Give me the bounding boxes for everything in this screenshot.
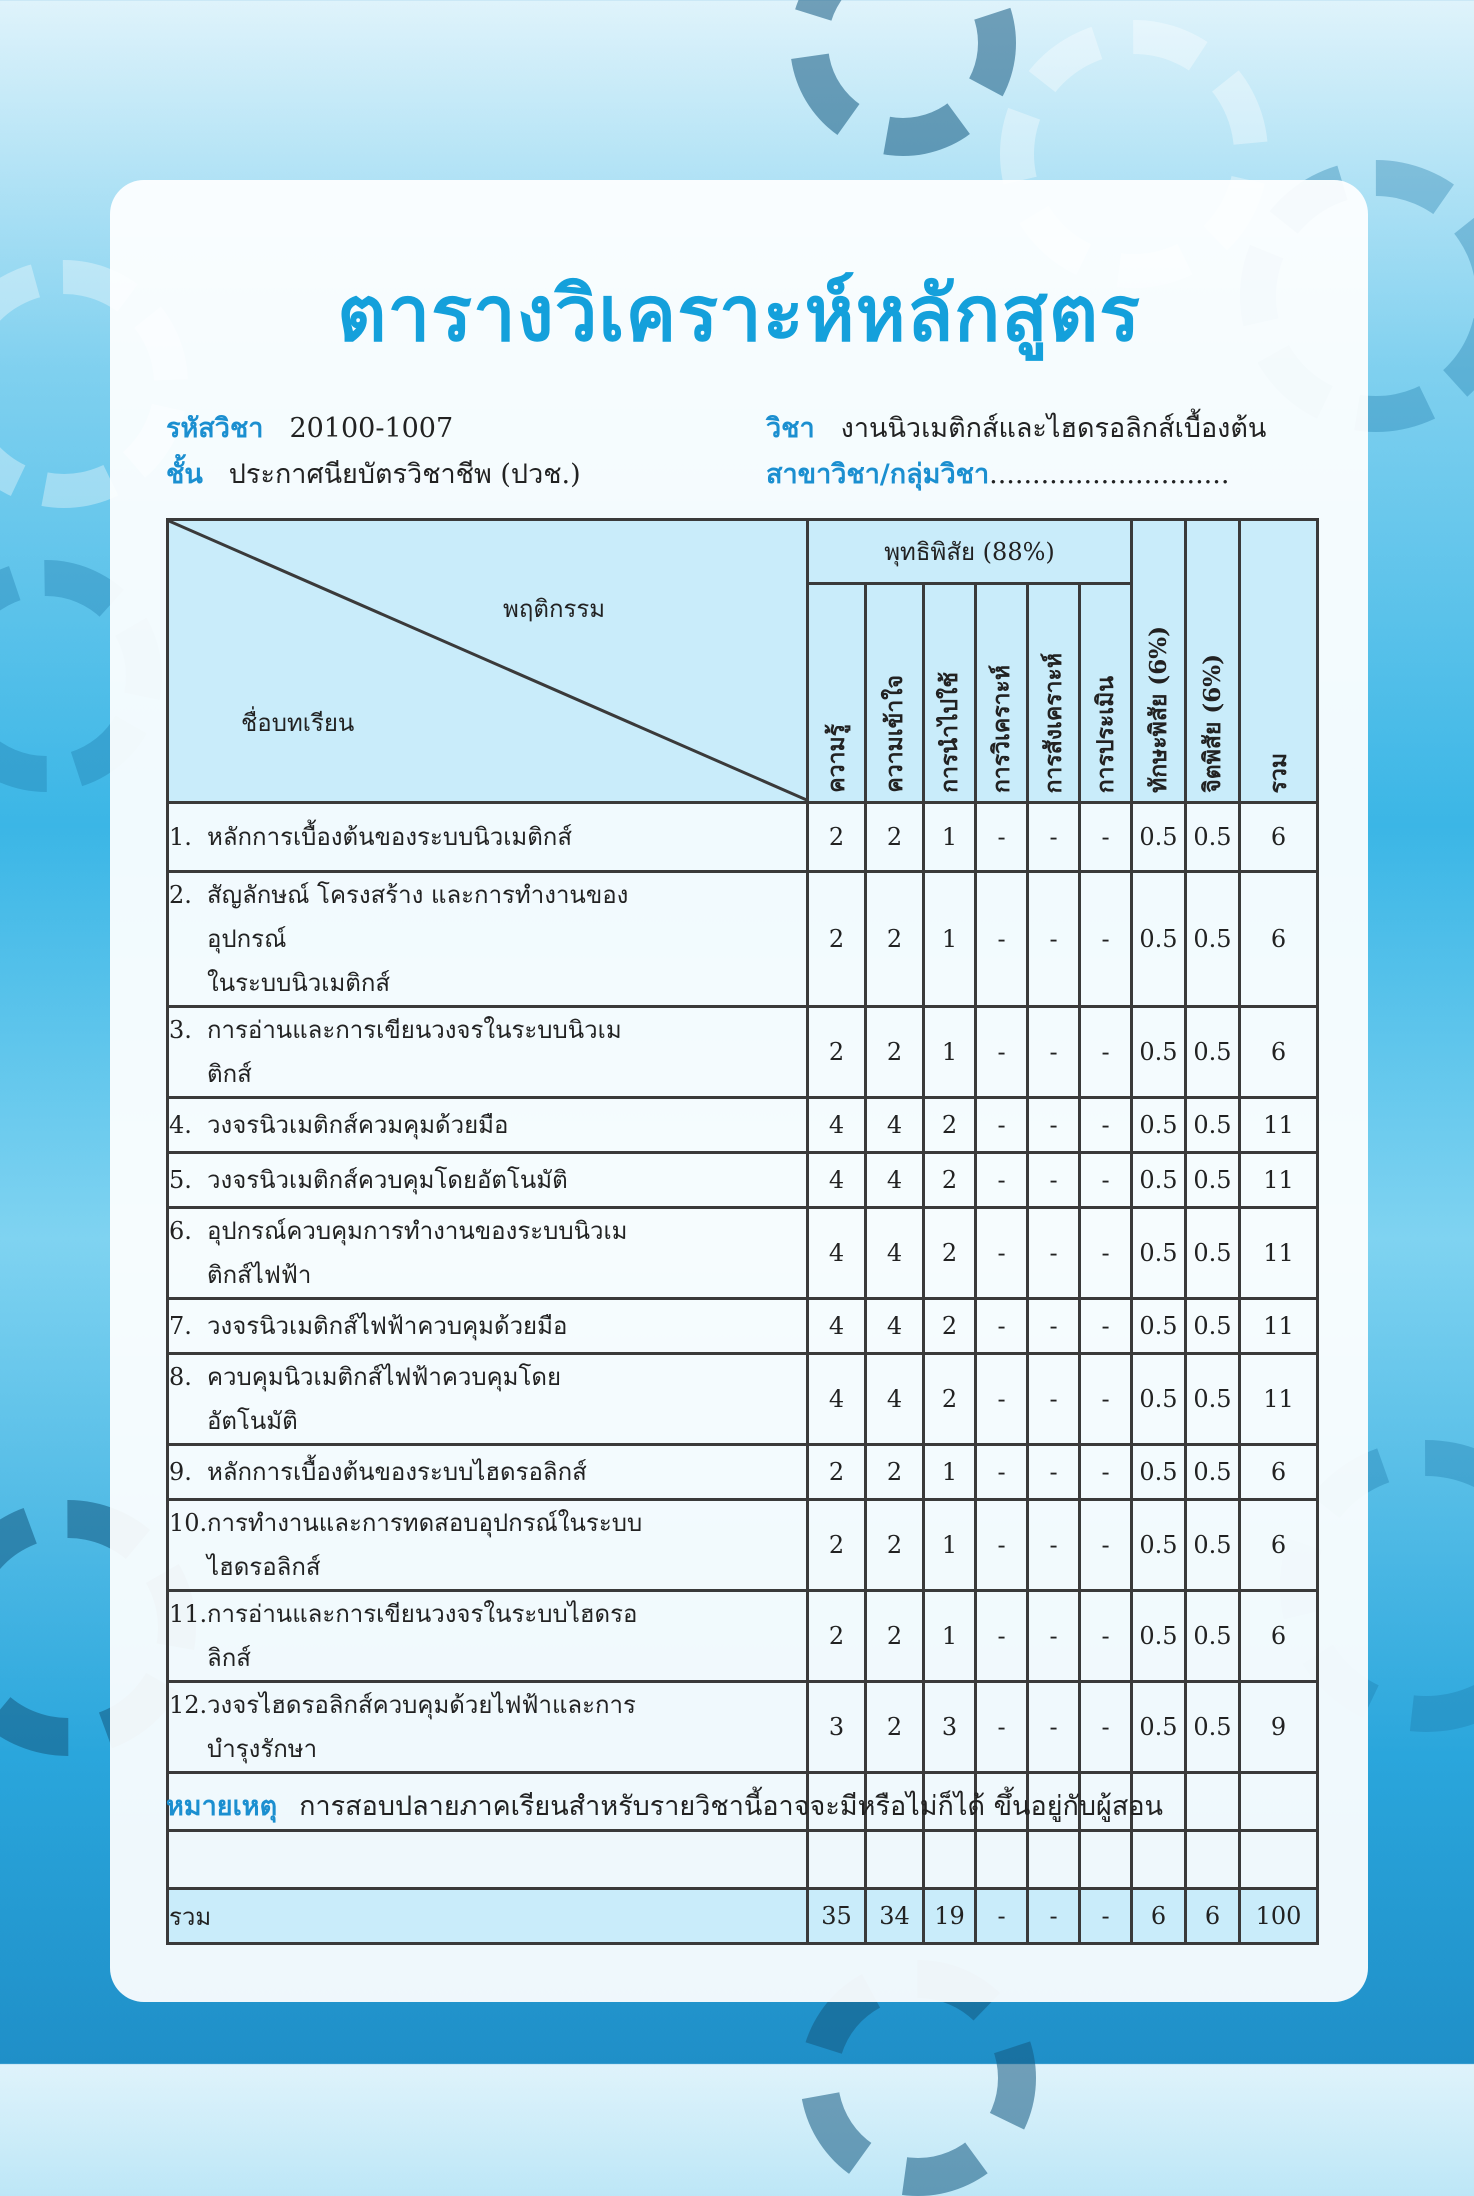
lesson-line: สัญลักษณ์ โครงสร้าง และการทำงานของอุปกรณ์	[207, 881, 629, 953]
total-label: รวม	[168, 1889, 808, 1944]
lesson-line: วงจรไฮดรอลิกส์ควบคุมด้วยไฟฟ้าและการบำรุงรักษา	[207, 1691, 636, 1763]
footnote-text: การสอบปลายภาคเรียนสำหรับรายวิชานี้อาจจะมีหรือไม่ก็ได้ ขึ้นอยู่กับผู้สอน	[299, 1791, 1164, 1822]
lesson-number: 1.	[169, 823, 192, 851]
lesson-text	[207, 1683, 647, 1771]
lesson-line: หลักการเบื้องต้นของระบบไฮดรอลิกส์	[207, 1458, 587, 1486]
table-cell: 3	[924, 1682, 976, 1773]
lesson-title	[168, 1153, 808, 1208]
table-cell: -	[1080, 872, 1132, 1007]
table-cell: -	[1028, 1299, 1080, 1354]
table-cell: 34	[866, 1889, 924, 1944]
table-cell: 0.5	[1186, 1007, 1240, 1098]
table-cell: 1	[924, 872, 976, 1007]
table-row	[168, 1591, 1318, 1682]
table-cell: -	[976, 1153, 1028, 1208]
lesson-number: 4.	[169, 1111, 192, 1139]
table-cell: 4	[866, 1153, 924, 1208]
table-cell: -	[1028, 1591, 1080, 1682]
lesson-title	[168, 1007, 808, 1098]
table-cell: -	[1080, 1445, 1132, 1500]
table-cell: 4	[808, 1098, 866, 1153]
table-cell: 4	[866, 1299, 924, 1354]
lesson-title	[168, 1299, 808, 1354]
table-cell: 6	[1132, 1889, 1186, 1944]
table-cell: 6	[1240, 872, 1318, 1007]
table-cell: 2	[924, 1208, 976, 1299]
table-cell: -	[1080, 1889, 1132, 1944]
table-cell: -	[1080, 1682, 1132, 1773]
table-cell: 4	[866, 1208, 924, 1299]
table-cell: 0.5	[1132, 872, 1186, 1007]
table-cell: 2	[808, 1445, 866, 1500]
table-cell: 2	[866, 1500, 924, 1591]
table-cell: -	[976, 872, 1028, 1007]
table-row	[168, 1445, 1318, 1500]
table-cell: -	[1028, 1098, 1080, 1153]
lesson-number: 9.	[169, 1458, 192, 1486]
table-cell: 2	[808, 872, 866, 1007]
table-cell: 0.5	[1132, 1445, 1186, 1500]
lesson-title	[168, 1354, 808, 1445]
table-row	[168, 1682, 1318, 1773]
lesson-title	[168, 1445, 808, 1500]
lesson-number: 5.	[169, 1166, 192, 1194]
table-cell: -	[976, 1299, 1028, 1354]
lesson-text	[207, 1103, 647, 1147]
table-cell: 1	[924, 1591, 976, 1682]
table-cell: 0.5	[1186, 872, 1240, 1007]
lesson-number: 3.	[169, 1016, 192, 1044]
table-cell: 0.5	[1132, 1299, 1186, 1354]
total-row	[168, 1889, 1318, 1944]
col-attitude: จิตพิสัย (6%)	[1186, 520, 1240, 803]
table-cell: 0.5	[1132, 1153, 1186, 1208]
corner-header	[168, 520, 808, 803]
diagonal-line	[169, 521, 809, 801]
table-cell: -	[1028, 1445, 1080, 1500]
table-cell: 4	[866, 1098, 924, 1153]
table-cell: 9	[1240, 1682, 1318, 1773]
table-cell: 6	[1240, 1007, 1318, 1098]
table-cell: -	[1028, 1500, 1080, 1591]
behavior-label: พฤติกรรม	[503, 595, 606, 623]
table-cell: -	[1080, 1208, 1132, 1299]
table-cell: 2	[808, 803, 866, 872]
table-cell: 4	[808, 1208, 866, 1299]
table-cell: 2	[924, 1299, 976, 1354]
table-row	[168, 1007, 1318, 1098]
table-cell: 0.5	[1186, 1098, 1240, 1153]
col-application: การนำไปใช้	[924, 583, 976, 802]
lesson-text	[207, 1008, 647, 1096]
table-cell: 1	[924, 1445, 976, 1500]
lesson-title	[168, 872, 808, 1007]
table-cell: 11	[1240, 1354, 1318, 1445]
lesson-text	[207, 873, 647, 1005]
table-cell: -	[976, 1682, 1028, 1773]
table-body	[168, 803, 1318, 1944]
table-cell: -	[976, 1500, 1028, 1591]
col-synthesis: การสังเคราะห์	[1028, 583, 1080, 802]
table-cell: -	[1080, 803, 1132, 872]
table-cell: 11	[1240, 1208, 1318, 1299]
lesson-text	[207, 1158, 647, 1202]
table-cell: 0.5	[1132, 1682, 1186, 1773]
table-cell: -	[976, 1889, 1028, 1944]
table-cell: 4	[808, 1299, 866, 1354]
table-cell: -	[1080, 1591, 1132, 1682]
table-cell: 11	[1240, 1153, 1318, 1208]
lesson-line: การทำงานและการทดสอบอุปกรณ์ในระบบไฮดรอลิกส์	[207, 1509, 643, 1581]
lesson-line: วงจรนิวเมติกส์ควบคุมโดยอัตโนมัติ	[207, 1166, 568, 1194]
table-cell: 2	[866, 1445, 924, 1500]
table-cell: 2	[808, 1591, 866, 1682]
lesson-line: วงจรนิวเมติกส์ไฟฟ้าควบคุมด้วยมือ	[207, 1312, 568, 1340]
table-row	[168, 1500, 1318, 1591]
table-cell: -	[1080, 1098, 1132, 1153]
lesson-text	[207, 1209, 647, 1297]
table-cell: 2	[866, 1591, 924, 1682]
table-cell: -	[1080, 1354, 1132, 1445]
table-cell: -	[976, 1007, 1028, 1098]
lesson-text	[207, 1450, 647, 1494]
lesson-title	[168, 803, 808, 872]
table-cell: -	[976, 1208, 1028, 1299]
lesson-text	[207, 1592, 647, 1680]
lesson-text	[207, 815, 647, 859]
table-cell: 0.5	[1132, 1500, 1186, 1591]
table-row	[168, 1299, 1318, 1354]
table-cell: 6	[1240, 1445, 1318, 1500]
table-cell: 4	[808, 1354, 866, 1445]
lesson-title	[168, 1500, 808, 1591]
table-row	[168, 872, 1318, 1007]
lesson-number: 6.	[169, 1217, 192, 1245]
table-cell: 4	[866, 1354, 924, 1445]
table-cell: -	[976, 803, 1028, 872]
lesson-number: 8.	[169, 1363, 192, 1391]
col-evaluation: การประเมิน	[1080, 583, 1132, 802]
empty-row	[168, 1831, 1318, 1889]
col-comprehension: ความเข้าใจ	[866, 583, 924, 802]
col-knowledge: ความรู้	[808, 583, 866, 802]
table-cell: -	[976, 1445, 1028, 1500]
lesson-number: 12.	[169, 1691, 208, 1719]
table-cell: 1	[924, 1500, 976, 1591]
table-cell: -	[1080, 1500, 1132, 1591]
course-code: รหัสวิชา 20100-1007	[166, 413, 454, 444]
table-cell: 11	[1240, 1299, 1318, 1354]
footnote-label: หมายเหตุ	[166, 1791, 278, 1822]
table-cell: 35	[808, 1889, 866, 1944]
table-cell: -	[1080, 1299, 1132, 1354]
table-cell: 0.5	[1132, 1591, 1186, 1682]
lesson-line: อุปกรณ์ควบคุมการทำงานของระบบนิวเมติกส์ไฟฟ้า	[207, 1217, 628, 1289]
col-skill: ทักษะพิสัย (6%)	[1132, 520, 1186, 803]
table-cell: 2	[924, 1098, 976, 1153]
table-cell: -	[1028, 1007, 1080, 1098]
table-cell: -	[1028, 803, 1080, 872]
table-cell: 0.5	[1132, 1007, 1186, 1098]
cognitive-group-header: พุทธิพิสัย (88%)	[808, 520, 1132, 584]
table-cell: 2	[866, 1007, 924, 1098]
lesson-number: 10.	[169, 1509, 208, 1537]
lesson-line: ควบคุมนิวเมติกส์ไฟฟ้าควบคุมโดยอัตโนมัติ	[207, 1363, 562, 1435]
gear-decoration	[790, 0, 1016, 156]
course-subject: วิชา งานนิวเมติกส์และไฮดรอลิกส์เบื้องต้น	[766, 413, 1267, 444]
lesson-text	[207, 1355, 647, 1443]
table-cell: 4	[808, 1153, 866, 1208]
lessons-label: ชื่อบทเรียน	[241, 709, 355, 737]
footnote	[166, 1784, 1163, 1827]
table-cell: 0.5	[1186, 1153, 1240, 1208]
table-cell: 6	[1240, 1591, 1318, 1682]
table-cell: -	[1028, 1682, 1080, 1773]
table-row	[168, 803, 1318, 872]
table-cell: 11	[1240, 1098, 1318, 1153]
lesson-line: การอ่านและการเขียนวงจรในระบบนิวเมติกส์	[207, 1016, 622, 1088]
table-cell: -	[1028, 1153, 1080, 1208]
table-cell: 3	[808, 1682, 866, 1773]
table-row	[168, 1098, 1318, 1153]
table-cell: 0.5	[1186, 1682, 1240, 1773]
table-cell: -	[1028, 1208, 1080, 1299]
lesson-line: วงจรนิวเมติกส์ควมคุมด้วยมือ	[207, 1111, 509, 1139]
col-analysis: การวิเคราะห์	[976, 583, 1028, 802]
table-cell: 19	[924, 1889, 976, 1944]
lesson-number: 11.	[169, 1600, 208, 1628]
table-cell: 0.5	[1132, 1098, 1186, 1153]
table-cell: -	[1080, 1007, 1132, 1098]
table-cell: 2	[866, 803, 924, 872]
lesson-title	[168, 1591, 808, 1682]
table-cell: -	[1028, 1354, 1080, 1445]
lesson-number: 2.	[169, 881, 192, 909]
table-cell: 2	[808, 1500, 866, 1591]
table-cell: -	[976, 1098, 1028, 1153]
table-cell: 1	[924, 1007, 976, 1098]
lesson-text	[207, 1501, 647, 1589]
curriculum-table	[166, 518, 1319, 1945]
table-cell: 1	[924, 803, 976, 872]
table-cell: 0.5	[1186, 1500, 1240, 1591]
table-row	[168, 1208, 1318, 1299]
table-cell: 0.5	[1132, 803, 1186, 872]
lesson-line: หลักการเบื้องต้นของระบบนิวเมติกส์	[207, 823, 572, 851]
table-cell: 100	[1240, 1889, 1318, 1944]
lesson-number: 7.	[169, 1312, 192, 1340]
table-cell: -	[1028, 872, 1080, 1007]
table-cell: -	[1028, 1889, 1080, 1944]
table-row	[168, 1153, 1318, 1208]
table-cell: 0.5	[1186, 1354, 1240, 1445]
table-cell: 0.5	[1186, 1299, 1240, 1354]
course-field: สาขาวิชา/กลุ่มวิชา............................	[766, 459, 1230, 490]
table-cell: 6	[1240, 1500, 1318, 1591]
table-cell: 0.5	[1186, 1591, 1240, 1682]
lesson-title	[168, 1208, 808, 1299]
col-total: รวม	[1240, 520, 1318, 803]
lesson-title	[168, 1682, 808, 1773]
table-cell: 6	[1186, 1889, 1240, 1944]
page-title: ตารางวิเคราะห์หลักสูตร	[337, 269, 1141, 358]
table-cell: 0.5	[1186, 1445, 1240, 1500]
table-cell: 0.5	[1132, 1208, 1186, 1299]
lesson-line: ในระบบนิวเมติกส์	[207, 969, 391, 997]
course-level: ชั้น ประกาศนียบัตรวิชาชีพ (ปวช.)	[166, 459, 581, 490]
table-cell: 0.5	[1186, 803, 1240, 872]
table-cell: 0.5	[1186, 1208, 1240, 1299]
table-cell: 0.5	[1132, 1354, 1186, 1445]
table-cell: 2	[924, 1354, 976, 1445]
analysis-card	[110, 180, 1368, 2002]
table-row	[168, 1354, 1318, 1445]
lesson-line: การอ่านและการเขียนวงจรในระบบไฮดรอลิกส์	[207, 1600, 638, 1672]
table-cell: 2	[866, 872, 924, 1007]
lesson-title	[168, 1098, 808, 1153]
table-cell: 2	[924, 1153, 976, 1208]
table-cell: 6	[1240, 803, 1318, 872]
table-cell: -	[1080, 1153, 1132, 1208]
table-cell: 2	[808, 1007, 866, 1098]
table-cell: -	[976, 1354, 1028, 1445]
table-cell: -	[976, 1591, 1028, 1682]
table-cell: 2	[866, 1682, 924, 1773]
lesson-text	[207, 1304, 647, 1348]
